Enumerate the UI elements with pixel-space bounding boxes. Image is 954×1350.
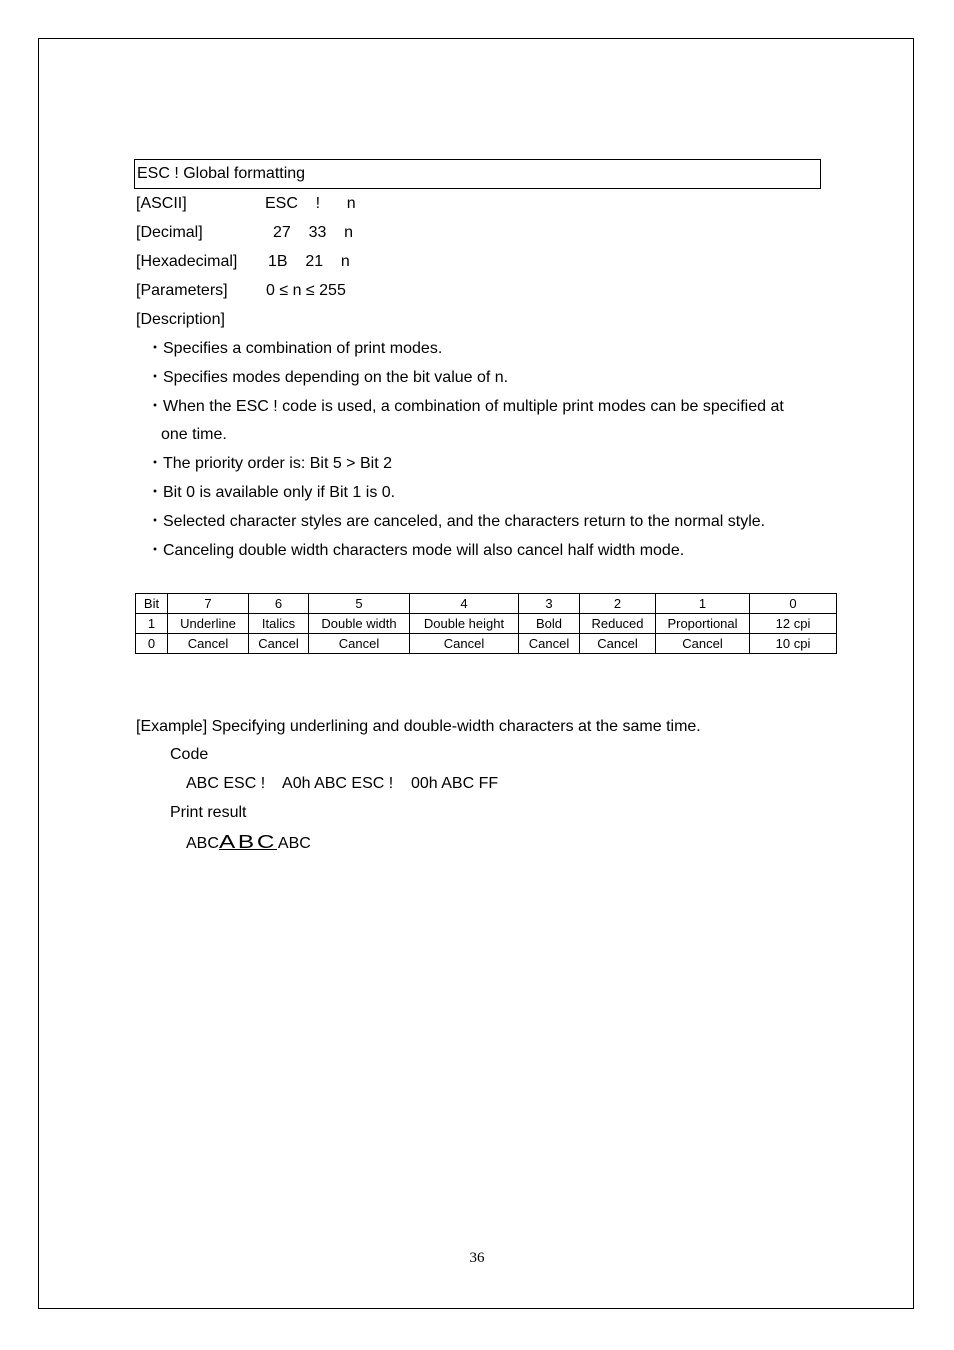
result-normal-text: ABC (186, 835, 219, 852)
table-cell: 1 (656, 594, 750, 614)
description-bullet: ・Specifies a combination of print modes. (147, 340, 443, 357)
table-cell: 7 (168, 594, 249, 614)
table-cell: 10 cpi (750, 634, 837, 654)
command-title: ESC ! Global formatting (134, 159, 821, 189)
result-normal-text: ABC (277, 835, 311, 852)
spec-label-decimal: [Decimal] (136, 224, 203, 241)
table-cell: Cancel (249, 634, 309, 654)
description-bullet: ・Selected character styles are canceled, and the characters return to the normal style. (147, 513, 766, 530)
table-header-row (136, 594, 837, 614)
table-cell: Double width (309, 614, 410, 634)
spec-value-ascii: ESC ! n (265, 195, 356, 212)
description-bullet: ・Canceling double width characters mode will also cancel half width mode. (147, 542, 685, 559)
description-bullet: ・When the ESC ! code is used, a combination of multiple print modes can be specified at (147, 398, 784, 415)
page-number: 36 (469, 1250, 485, 1266)
table-cell: 0 (136, 634, 168, 654)
code-text: ABC ESC ! A0h ABC ESC ! 00h ABC FF (186, 775, 499, 792)
spec-value-parameters: 0 ≤ n ≤ 255 (266, 282, 346, 299)
spec-label-hexadecimal: [Hexadecimal] (136, 253, 238, 270)
table-cell: 12 cpi (750, 614, 837, 634)
example-heading: [Example] Specifying underlining and double-width characters at the same time. (136, 718, 701, 735)
spec-value-decimal: 27 33 n (273, 224, 354, 241)
table-cell: Cancel (309, 634, 410, 654)
print-result-label: Print result (170, 804, 247, 821)
description-bullet-continuation: one time. (161, 426, 227, 443)
table-cell: 2 (580, 594, 656, 614)
code-label: Code (170, 746, 209, 763)
table-row (136, 614, 837, 634)
table-cell: 3 (519, 594, 580, 614)
table-cell: 1 (136, 614, 168, 634)
table-cell: Cancel (519, 634, 580, 654)
table-cell: Cancel (410, 634, 519, 654)
table-cell: Proportional (656, 614, 750, 634)
table-cell: 0 (750, 594, 837, 614)
table-cell: Double height (410, 614, 519, 634)
table-cell: Cancel (656, 634, 750, 654)
table-cell: 6 (249, 594, 309, 614)
spec-label-ascii: [ASCII] (136, 195, 187, 212)
spec-value-hexadecimal: 1B 21 n (268, 253, 350, 270)
table-row (136, 634, 837, 654)
table-cell: Reduced (580, 614, 656, 634)
description-bullet: ・Bit 0 is available only if Bit 1 is 0. (147, 484, 396, 501)
table-cell: Underline (168, 614, 249, 634)
table-cell: 5 (309, 594, 410, 614)
result-underlined-wide-text: ABC (218, 832, 277, 852)
description-bullet: ・The priority order is: Bit 5 > Bit 2 (147, 455, 392, 472)
table-cell: Cancel (168, 634, 249, 654)
table-cell: Bit (136, 594, 168, 614)
description-bullet: ・Specifies modes depending on the bit value of n. (147, 369, 509, 386)
table-cell: Bold (519, 614, 580, 634)
table-cell: Italics (249, 614, 309, 634)
table-cell: Cancel (580, 634, 656, 654)
bit-table (135, 593, 837, 654)
description-label: [Description] (136, 311, 225, 328)
print-result (186, 832, 311, 854)
spec-label-parameters: [Parameters] (136, 282, 228, 299)
table-cell: 4 (410, 594, 519, 614)
